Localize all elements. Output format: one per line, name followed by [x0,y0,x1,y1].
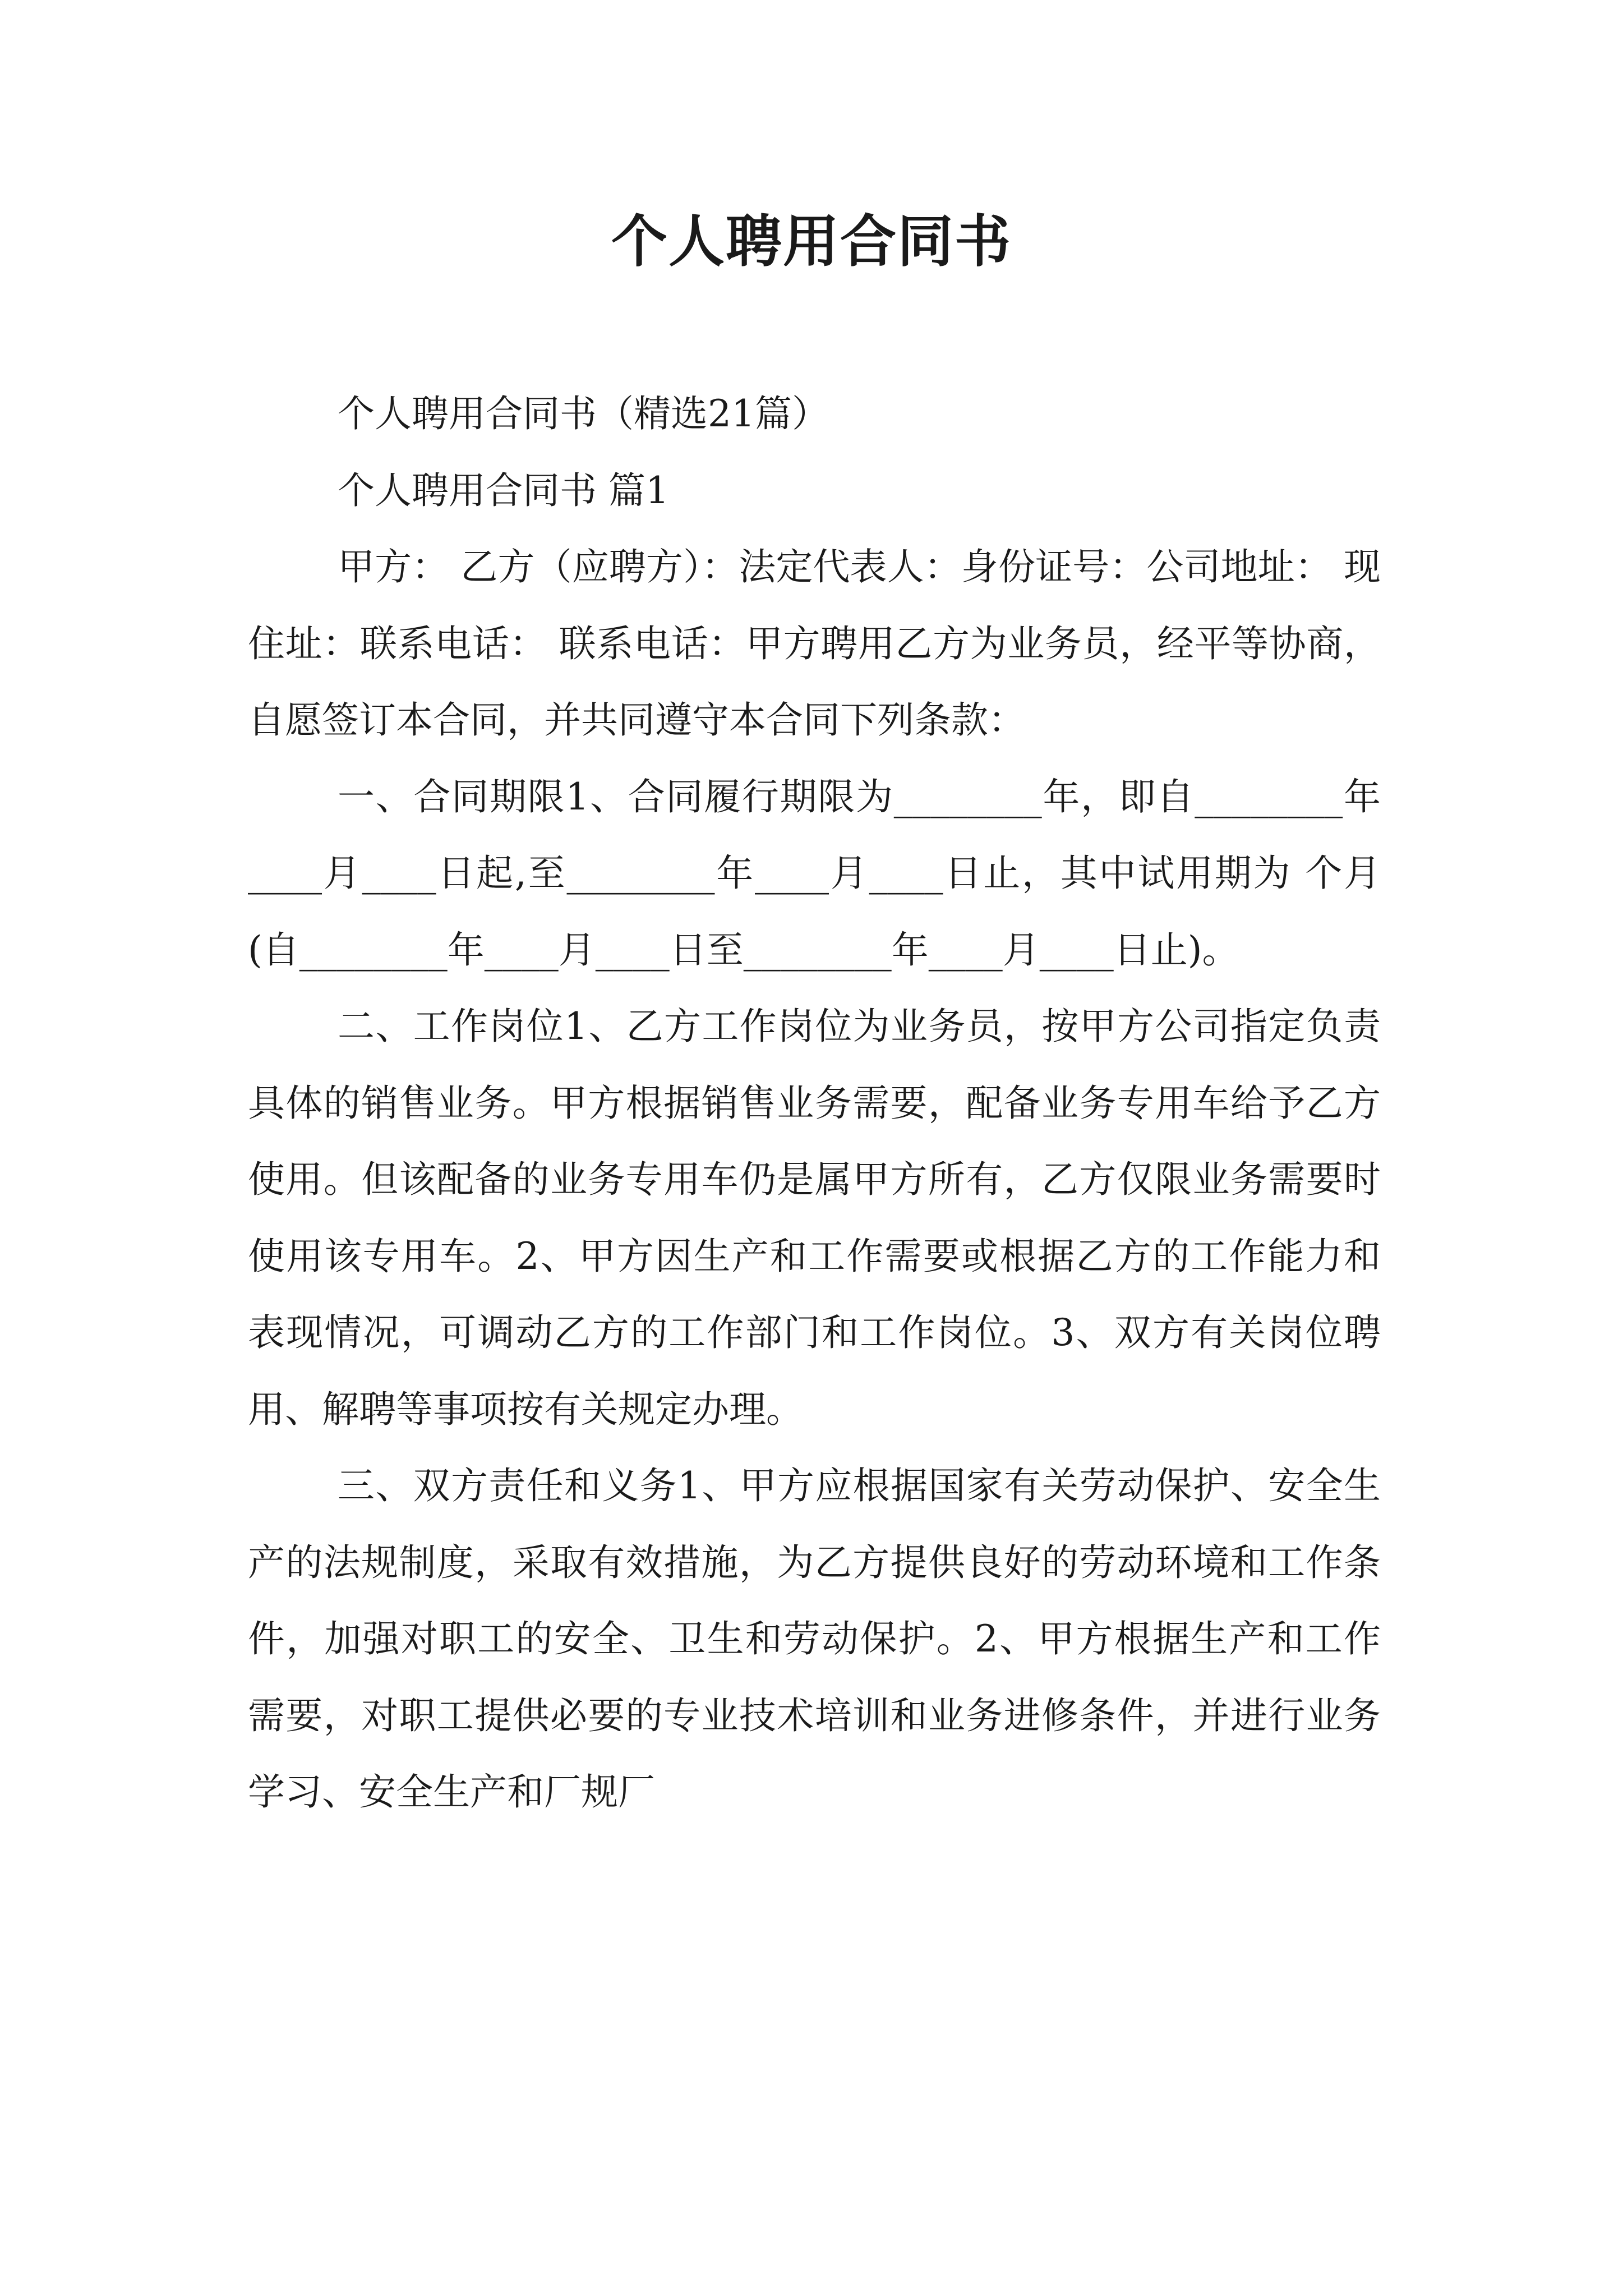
paragraph-job-position: 二、工作岗位1、乙方工作岗位为业务员，按甲方公司指定负责具体的销售业务。甲方根据销售业务需要，配备业务专用车给予乙方使用。但该配备的业务专用车仍是属甲方所有，乙方仅限业务需要时使用该专用车。2、甲方因生产和工作需要或根据乙方的工作能力和表现情况，可调动乙方的工作部门和工作岗位。3、双方有关岗位聘用、解聘等事项按有关规定办理。 [248,1005,1381,1431]
document-body [248,376,1381,1831]
document-subtitle: 个人聘用合同书（精选21篇） [338,392,829,435]
paragraph-parties: 甲方： 乙方（应聘方）：法定代表人：身份证号：公司地址： 现住址：联系电话： 联系电话：甲方聘用乙方为业务员，经平等协商，自愿签订本合同，并共同遵守本合同下列条款： [248,545,1381,742]
paragraph-contract-term: 一、合同期限1、合同履行期限为________年，即自________年____月____日起,至________年____月____日止，其中试用期为 个月(自________年____月____日至________年____月____日止)。 [248,775,1381,972]
document-title: 个人聘用合同书 [611,208,1012,274]
section-heading: 个人聘用合同书 篇1 [338,468,669,512]
paragraph-responsibilities: 三、双方责任和义务1、甲方应根据国家有关劳动保护、安全生产的法规制度，采取有效措施，为乙方提供良好的劳动环境和工作条件，加强对职工的安全、卫生和劳动保护。2、甲方根据生产和工作需要，对职工提供必要的专业技术培训和业务进修条件，并进行业务学习、安全生产和厂规厂 [248,1464,1381,1814]
